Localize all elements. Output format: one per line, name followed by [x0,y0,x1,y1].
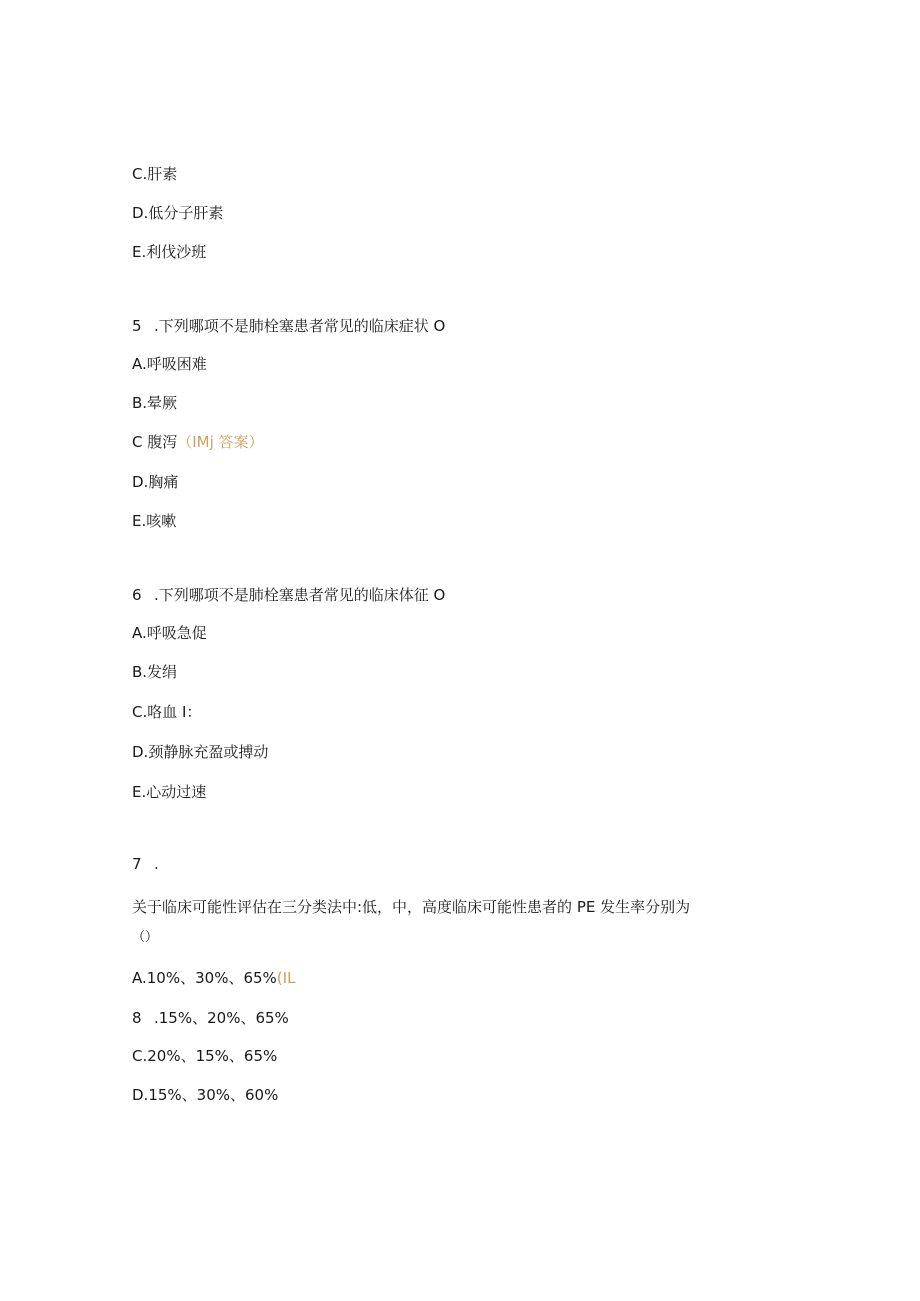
q7-option-b: .15%、20%、65% [154,1009,289,1027]
q7-blank: （） [132,930,159,945]
q6-option-b: B.发绢 [132,663,178,681]
q5-option-d: D.胸痛 [132,473,179,491]
q6-option-c: C.咯血 I： [132,703,202,721]
q5-option-e: E.咳嗽 [132,512,177,530]
q5-option-c: C 腹泻 [132,433,178,451]
q4-option-e: E.利伐沙班 [132,243,207,261]
q5-answer-mark: （IMj 答案） [177,433,264,451]
q7-option-d: D.15%、30%、60% [132,1086,279,1104]
q7-dot: . [154,855,159,873]
q5-option-c-line [132,432,264,452]
q6-option-d: D.颈静脉充盈或搏动 [132,743,269,761]
q5-option-a: A.呼吸困难 [132,355,207,373]
q7-answer-mark: (IL [276,969,296,987]
q7-number-line [132,854,159,874]
q4-option-d: D.低分子肝素 [132,204,224,222]
q5-stem: .下列哪项不是肺栓塞患者常见的临床症状 O [154,317,446,335]
q7-option-b-number: 8 [132,1009,142,1027]
q7-stem: 关于临床可能性评估在三分类法中:低，中，高度临床可能性患者的 PE 发生率分别为 [132,898,691,916]
q6-stem: .下列哪项不是肺栓塞患者常见的临床体征 O [154,586,446,604]
q6-stem-line [132,585,445,605]
q4-option-c: C.肝素 [132,165,178,183]
q7-option-b-line [132,1008,289,1028]
q7-option-c: C.20%、15%、65% [132,1047,278,1065]
q7-number: 7 [132,855,142,873]
q5-number: 5 [132,317,142,335]
q5-stem-line [132,316,445,336]
q6-number: 6 [132,586,142,604]
q5-option-b: B.晕厥 [132,394,178,412]
q6-option-a: A.呼吸急促 [132,624,207,642]
q7-option-a-line [132,968,295,988]
q6-option-e: E.心动过速 [132,783,207,801]
q7-option-a: A.10%、30%、65% [132,969,277,987]
